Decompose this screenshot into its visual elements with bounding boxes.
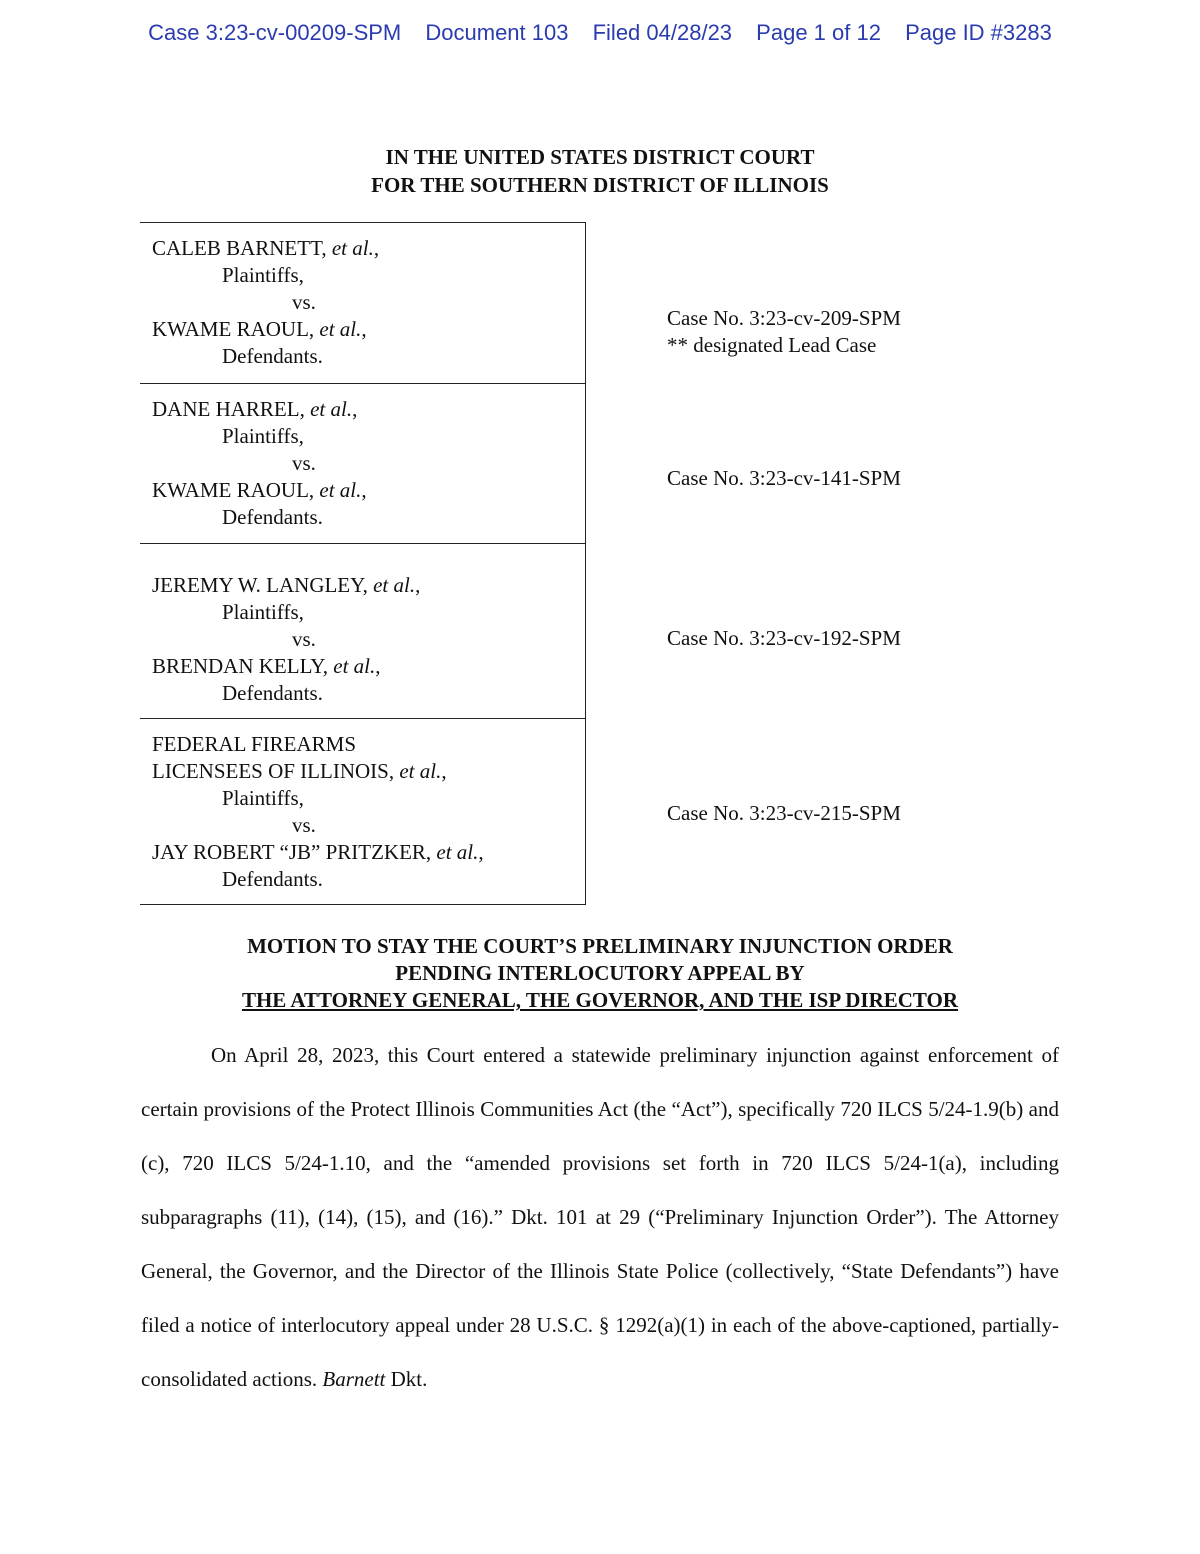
motion-title-line-2: PENDING INTERLOCUTORY APPEAL BY: [395, 961, 805, 985]
et-al: et al.: [319, 478, 362, 502]
et-al: et al.: [333, 654, 376, 678]
header-filed: Filed 04/28/23: [592, 20, 733, 45]
plaintiff-name: CALEB BARNETT,: [152, 236, 327, 260]
versus: vs.: [292, 290, 316, 314]
header-document: Document 103: [425, 20, 569, 45]
defendant-name: KWAME RAOUL,: [152, 317, 315, 341]
body-paragraph-end: Dkt.: [390, 1367, 428, 1391]
court-title: [0, 143, 1200, 199]
plaintiff-name: LICENSEES OF ILLINOIS,: [152, 759, 395, 783]
versus: vs.: [292, 627, 316, 651]
versus: vs.: [292, 813, 316, 837]
case-reference: Barnett: [322, 1367, 386, 1391]
header-page-id: Page ID #3283: [905, 20, 1052, 45]
court-line-1: IN THE UNITED STATES DISTRICT COURT: [385, 145, 815, 169]
case-number-barnett: [667, 305, 901, 359]
case-number-ffl: Case No. 3:23-cv-215-SPM: [667, 801, 901, 825]
defendant-name: BRENDAN KELLY,: [152, 654, 329, 678]
case-number: Case No. 3:23-cv-209-SPM: [667, 306, 901, 330]
plaintiff-role: Plaintiffs,: [222, 424, 304, 448]
et-al: et al.: [436, 840, 479, 864]
caption-block-ffl: FEDERAL FIREARMS LICENSEES OF ILLINOIS, et al., Plaintiffs, vs. JAY ROBERT “JB” PRITZKER, et al., Defendants.: [140, 718, 586, 905]
defendant-role: Defendants.: [222, 681, 323, 705]
body-paragraph-text: On April 28, 2023, this Court entered a statewide preliminary injunction against enforcement of certain provisions of the Protect Illinois Communities Act (the “Act”), specifically 720 ILCS 5/24-1.9(b) and (c), 720 ILCS 5/24-1.10, and the “amended provisions set forth in 720 ILCS 5/24-1(a), including subparagraphs (11), (14), (15), and (16).” Dkt. 101 at 29 (“Preliminary Injunction Order”). The Attorney General, the Governor, and the Director of the Illinois State Police (collectively, “State Defendants”) have filed a notice of interlocutory appeal under 28 U.S.C. § 1292(a)(1) in each of the above-captioned, partially-consolidated actions.: [141, 1043, 1059, 1391]
case-number-langley: Case No. 3:23-cv-192-SPM: [667, 626, 901, 650]
plaintiff-name: DANE HARREL,: [152, 397, 305, 421]
et-al: et al.: [310, 397, 353, 421]
defendant-name: JAY ROBERT “JB” PRITZKER,: [152, 840, 432, 864]
defendant-name: KWAME RAOUL,: [152, 478, 315, 502]
motion-body: [141, 1028, 1059, 1406]
caption-block-harrel: DANE HARREL, et al., Plaintiffs, vs. KWAME RAOUL, et al., Defendants.: [140, 383, 586, 543]
defendant-role: Defendants.: [222, 344, 323, 368]
header-case: Case 3:23-cv-00209-SPM: [148, 20, 402, 45]
defendant-role: Defendants.: [222, 867, 323, 891]
ecf-header-stamp: [0, 20, 1200, 46]
caption-block-langley: JEREMY W. LANGLEY, et al., Plaintiffs, vs. BRENDAN KELLY, et al., Defendants.: [140, 543, 586, 718]
body-paragraph: [141, 1028, 1059, 1406]
lead-case-note: ** designated Lead Case: [667, 333, 877, 357]
plaintiff-role: Plaintiffs,: [222, 786, 304, 810]
motion-title-line-3: THE ATTORNEY GENERAL, THE GOVERNOR, AND THE ISP DIRECTOR: [241, 988, 959, 1012]
plaintiff-name: JEREMY W. LANGLEY,: [152, 573, 368, 597]
motion-title-line-1: MOTION TO STAY THE COURT’S PRELIMINARY INJUNCTION ORDER: [247, 934, 953, 958]
motion-title: [0, 933, 1200, 1014]
versus: vs.: [292, 451, 316, 475]
case-number-harrel: Case No. 3:23-cv-141-SPM: [667, 466, 901, 490]
plaintiff-name-line-1: FEDERAL FIREARMS: [152, 732, 357, 756]
case-caption-table: [140, 222, 586, 905]
court-line-2: FOR THE SOUTHERN DISTRICT OF ILLINOIS: [371, 173, 829, 197]
et-al: et al.: [399, 759, 442, 783]
plaintiff-role: Plaintiffs,: [222, 263, 304, 287]
defendant-role: Defendants.: [222, 505, 323, 529]
et-al: et al.: [319, 317, 362, 341]
caption-block-barnett: CALEB BARNETT, et al., Plaintiffs, vs. KWAME RAOUL, et al., Defendants.: [140, 222, 586, 383]
plaintiff-role: Plaintiffs,: [222, 600, 304, 624]
header-page: Page 1 of 12: [756, 20, 881, 45]
et-al: et al.: [373, 573, 416, 597]
et-al: et al.: [331, 236, 374, 260]
